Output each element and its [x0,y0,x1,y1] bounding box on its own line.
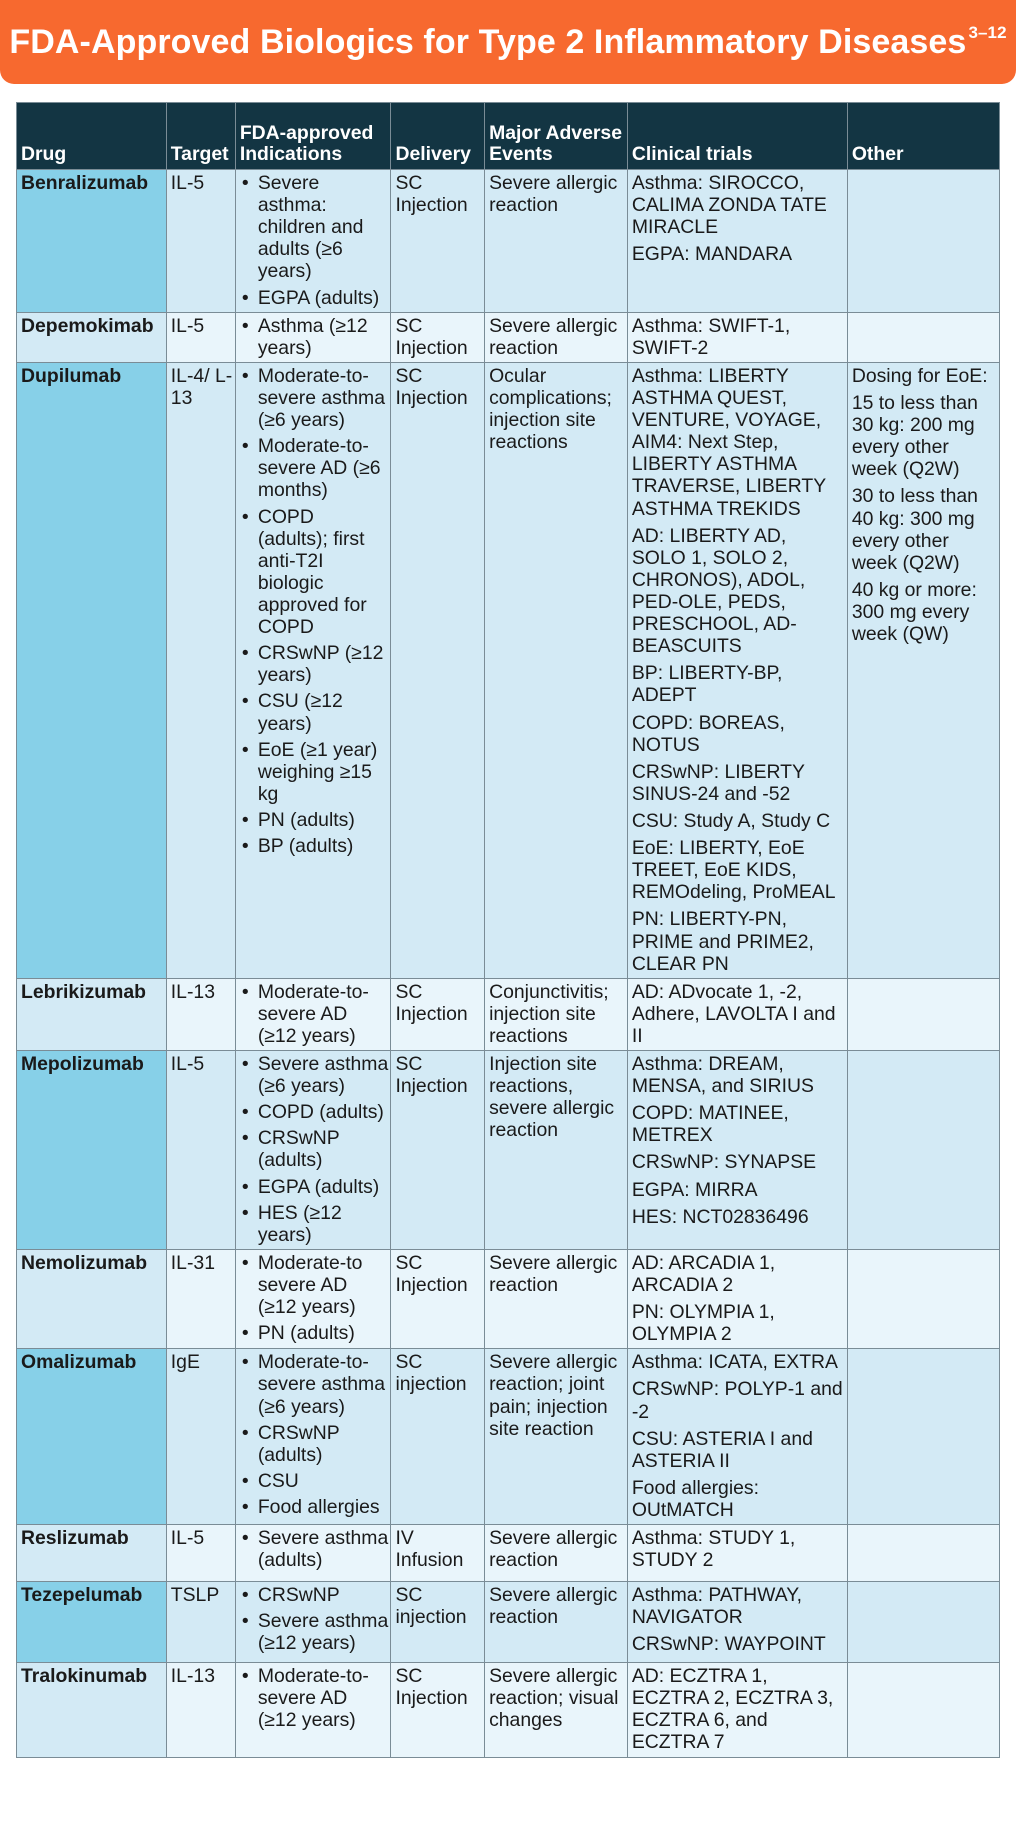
indication-item: • Severe asthma (adults) [240,1527,389,1571]
indications-cell [235,170,391,313]
delivery-cell [391,312,485,362]
adverse-events-cell [485,1349,628,1525]
table-row [17,1525,1000,1582]
header-delivery: Delivery [391,103,485,170]
clinical-trial-entry: AD: ADvocate 1, -2, Adhere, LAVOLTA I and II [631,980,836,1047]
table-row [17,170,1000,313]
other-cell [847,1249,999,1348]
other-cell [847,170,999,313]
indication-item: • CSU [240,1470,389,1492]
other-note: 15 to less than 30 kg: 200 mg every other week (Q2W) [851,391,978,481]
table-row [17,1663,1000,1757]
drug-name-cell [17,312,167,362]
target-cell [166,978,235,1050]
table-header-row [17,103,1000,170]
indication-item: • Moderate-to-severe AD (≥12 years) [240,981,389,1047]
clinical-trials-cell [627,312,847,362]
drug-name-cell [17,978,167,1050]
indication-item: • HES (≥12 years) [240,1202,389,1246]
indications-cell [235,1663,391,1757]
table-row [17,1349,1000,1525]
drug-name-cell [17,170,167,313]
clinical-trial-entry: BP: LIBERTY-BP, ADEPT [631,662,783,707]
target-cell [166,1582,235,1663]
clinical-trials-cell [627,1663,847,1757]
table-row [17,312,1000,362]
header-other: Other [847,103,999,170]
adverse-events-cell [485,1525,628,1582]
clinical-trials-cell [627,362,847,978]
target: IL-5 [170,172,205,194]
indication-item: • Moderate-to severe AD (≥12 years) [240,1252,389,1318]
indication-item: • Asthma (≥12 years) [240,315,389,359]
clinical-trial-entry: PN: OLYMPIA 1, OLYMPIA 2 [631,1301,775,1346]
page-title: FDA-Approved Biologics for Type 2 Inflammatory Diseases $^{3-12}$ [9,22,1007,61]
clinical-trial-entry: Food allergies: OUtMATCH [631,1476,760,1522]
adverse-events-cell [485,1663,628,1757]
drug-name-cell [17,1663,167,1757]
indication-item: • PN (adults) [240,809,389,831]
target: IL-5 [170,314,205,337]
delivery-cell [391,170,485,313]
other-note: 40 kg or more: 300 mg every week (QW) [851,578,977,646]
indications-list [240,1527,389,1571]
clinical-trial-entry: AD: ARCADIA 1, ARCADIA 2 [631,1251,776,1297]
clinical-trial-entry: CRSwNP: SYNAPSE [631,1151,817,1174]
delivery-cell [391,1349,485,1525]
delivery-cell [391,1525,485,1582]
clinical-trials-cell [627,978,847,1050]
clinical-trial-entry: AD: ECZTRA 1, ECZTRA 2, ECZTRA 3, ECZTRA 6, and ECZTRA 7 [631,1665,834,1754]
biologics-table [16,102,1000,1758]
drug-name: Nemolizumab [21,1251,148,1274]
indications-list [240,1584,389,1654]
indications-list [240,315,389,359]
drug-name-cell [17,1051,167,1250]
header-drug: Drug [17,103,167,170]
indications-list [240,1351,389,1518]
drug-name: Mepolizumab [21,1053,144,1076]
clinical-trial-entry: CSU: Study A, Study C [631,809,831,832]
indications-cell [235,1525,391,1582]
table-row [17,978,1000,1050]
clinical-trial-entry: CRSwNP: WAYPOINT [631,1633,826,1656]
title-banner [0,0,1016,84]
drug-name-cell [17,362,167,978]
drug-name: Reslizumab [21,1527,129,1550]
clinical-trials-cell [627,1051,847,1250]
clinical-trials-cell [627,1525,847,1582]
delivery-cell [391,1051,485,1250]
target: IL-4/ L-13 [170,364,233,409]
target-cell [166,362,235,978]
other-note: Dosing for EoE: [851,364,988,387]
clinical-trial-entry: Asthma: SIROCCO, CALIMA ZONDA TATE MIRACLE [631,172,827,239]
indications-cell [235,1051,391,1250]
other-cell [847,1051,999,1250]
indication-item: • CRSwNP (adults) [240,1127,389,1171]
adverse-events: Severe allergic reaction; joint pain; injection site reaction [489,1351,618,1440]
target-cell [166,1525,235,1582]
delivery-cell [391,978,485,1050]
indication-item: • Severe asthma (≥6 years) [240,1053,389,1097]
indications-list [240,1053,389,1246]
delivery: SC injection [395,1584,467,1629]
indications-list [240,172,389,309]
clinical-trial-entry: COPD: MATINEE, METREX [631,1102,789,1147]
indications-cell [235,1582,391,1663]
drug-name: Dupilumab [21,364,122,387]
clinical-trials-cell [627,1582,847,1663]
clinical-trial-entry: Asthma: ICATA, EXTRA [631,1351,838,1374]
target-cell [166,170,235,313]
indication-item: • Moderate-to-severe asthma (≥6 years) [240,1351,389,1417]
indication-item: • CRSwNP (adults) [240,1422,389,1466]
delivery: IV Infusion [395,1527,464,1572]
delivery: SC Injection [395,172,468,217]
target: TSLP [170,1584,220,1607]
other-cell [847,312,999,362]
adverse-events-cell [485,1582,628,1663]
table-body [17,170,1000,1758]
target-cell [166,1663,235,1757]
indications-cell [235,1349,391,1525]
adverse-events-cell [485,978,628,1050]
delivery-cell [391,1582,485,1663]
delivery: SC Injection [395,1665,468,1710]
adverse-events: Ocular complications; injection site reactions [489,364,612,454]
clinical-trial-entry: Asthma: SWIFT-1, SWIFT-2 [631,314,791,359]
header-adverse-events: Major Adverse Events [485,103,628,170]
clinical-trial-entry: CSU: ASTERIA I and ASTERIA II [631,1427,813,1472]
drug-name: Depemokimab [21,314,154,337]
target: IL-5 [170,1527,205,1550]
target-cell [166,1249,235,1348]
delivery: SC Injection [395,1251,468,1297]
adverse-events: Severe allergic reaction [489,172,618,217]
other-cell [847,1663,999,1757]
delivery: SC Injection [395,1053,468,1098]
adverse-events: Conjunctivitis; injection site reactions [489,980,609,1047]
delivery: SC injection [395,1351,467,1396]
delivery: SC Injection [395,364,468,409]
indication-item: • CSU (≥12 years) [240,690,389,734]
indication-item: • EGPA (adults) [240,287,389,309]
other-note: 30 to less than 40 kg: 300 mg every other week (Q2W) [851,485,978,574]
adverse-events: Severe allergic reaction [489,1584,618,1629]
indications-cell [235,362,391,978]
delivery-cell [391,1249,485,1348]
target-cell [166,1051,235,1250]
other-cell [847,1525,999,1582]
delivery-cell [391,362,485,978]
drug-name-cell [17,1525,167,1582]
clinical-trials-cell [627,1349,847,1525]
indication-item: • EGPA (adults) [240,1176,389,1198]
drug-name-cell [17,1582,167,1663]
indication-item: • Severe asthma (≥12 years) [240,1610,389,1654]
indication-item: • COPD (adults) [240,1101,389,1123]
indications-cell [235,1249,391,1348]
other-cell [847,1349,999,1525]
adverse-events: Injection site reactions, severe allergic reaction [489,1053,615,1142]
indication-item: • CRSwNP (≥12 years) [240,642,389,686]
adverse-events-cell [485,1051,628,1250]
indication-item: • Moderate-to-severe AD (≥12 years) [240,1665,389,1731]
header-indications: FDA-approved Indications [235,103,391,170]
target: IL-13 [170,980,215,1003]
clinical-trials-cell [627,1249,847,1348]
adverse-events: Severe allergic reaction [489,1527,618,1572]
adverse-events: Severe allergic reaction [489,1251,618,1297]
clinical-trial-entry: COPD: BOREAS, NOTUS [631,711,785,756]
delivery: SC Injection [395,980,468,1025]
drug-name: Tralokinumab [21,1665,148,1688]
indications-list [240,365,389,857]
table-row [17,1582,1000,1663]
drug-name: Benralizumab [21,172,149,194]
adverse-events-cell [485,1249,628,1348]
clinical-trial-entry: HES: NCT02836496 [631,1205,809,1228]
header-clinical-trials: Clinical trials [627,103,847,170]
indication-item: • Moderate-to-severe asthma (≥6 years) [240,365,389,431]
indication-item: • CRSwNP [240,1584,389,1606]
other-cell [847,1582,999,1663]
clinical-trial-entry: Asthma: STUDY 1, STUDY 2 [631,1527,796,1572]
indication-item: • COPD (adults); first anti-T2I biologic approved for COPD [240,506,389,639]
drug-name: Omalizumab [21,1351,137,1374]
target: IL-5 [170,1053,205,1076]
drug-name-cell [17,1249,167,1348]
other-cell [847,978,999,1050]
table-row [17,1249,1000,1348]
indication-item: • Moderate-to-severe AD (≥6 months) [240,435,389,501]
target: IL-13 [170,1665,215,1688]
clinical-trial-entry: PN: LIBERTY-PN, PRIME and PRIME2, CLEAR PN [631,908,814,975]
adverse-events-cell [485,170,628,313]
header-target: Target [166,103,235,170]
clinical-trial-entry: Asthma: LIBERTY ASTHMA QUEST, VENTURE, VOYAGE, AIM4: Next Step, LIBERTY ASTHMA TRAVERSE, LIBERTY ASTHMA TREKIDS [631,364,826,520]
indications-list [240,981,389,1047]
adverse-events-cell [485,362,628,978]
clinical-trial-entry: Asthma: PATHWAY, NAVIGATOR [631,1584,803,1629]
clinical-trial-entry: Asthma: DREAM, MENSA, and SIRIUS [631,1053,814,1098]
indication-item: • Severe asthma: children and adults (≥6 years) [240,172,389,283]
other-cell [847,362,999,978]
indications-list [240,1665,389,1731]
target: IL-31 [170,1251,215,1274]
table-row [17,362,1000,978]
drug-name: Lebrikizumab [21,980,146,1003]
adverse-events: Severe allergic reaction; visual changes [489,1665,619,1732]
target-cell [166,312,235,362]
clinical-trial-entry: EoE: LIBERTY, EoE TREET, EoE KIDS, REMOdeling, ProMEAL [631,837,836,904]
table-row [17,1051,1000,1250]
adverse-events-cell [485,312,628,362]
drug-name-cell [17,1349,167,1525]
drug-name: Tezepelumab [21,1584,143,1607]
delivery: SC Injection [395,314,468,359]
indication-item: • BP (adults) [240,835,389,857]
indications-cell [235,978,391,1050]
target: IgE [170,1351,200,1374]
indication-item: • EoE (≥1 year) weighing ≥15 kg [240,739,389,805]
clinical-trial-entry: EGPA: MANDARA [631,243,793,266]
indications-cell [235,312,391,362]
target-cell [166,1349,235,1525]
clinical-trial-entry: CRSwNP: POLYP-1 and -2 [631,1378,843,1423]
delivery-cell [391,1663,485,1757]
title-references: 3–12 [968,22,1007,42]
clinical-trial-entry: AD: LIBERTY AD, SOLO 1, SOLO 2, CHRONOS), ADOL, PED-OLE, PEDS, PRESCHOOL, AD-BEASCUITS [631,524,806,658]
clinical-trials-cell [627,170,847,313]
indication-item: • PN (adults) [240,1322,389,1344]
indication-item: • Food allergies [240,1496,389,1518]
indications-list [240,1252,389,1344]
clinical-trial-entry: EGPA: MIRRA [631,1178,758,1201]
adverse-events: Severe allergic reaction [489,314,618,359]
clinical-trial-entry: CRSwNP: LIBERTY SINUS-24 and -52 [631,760,805,805]
